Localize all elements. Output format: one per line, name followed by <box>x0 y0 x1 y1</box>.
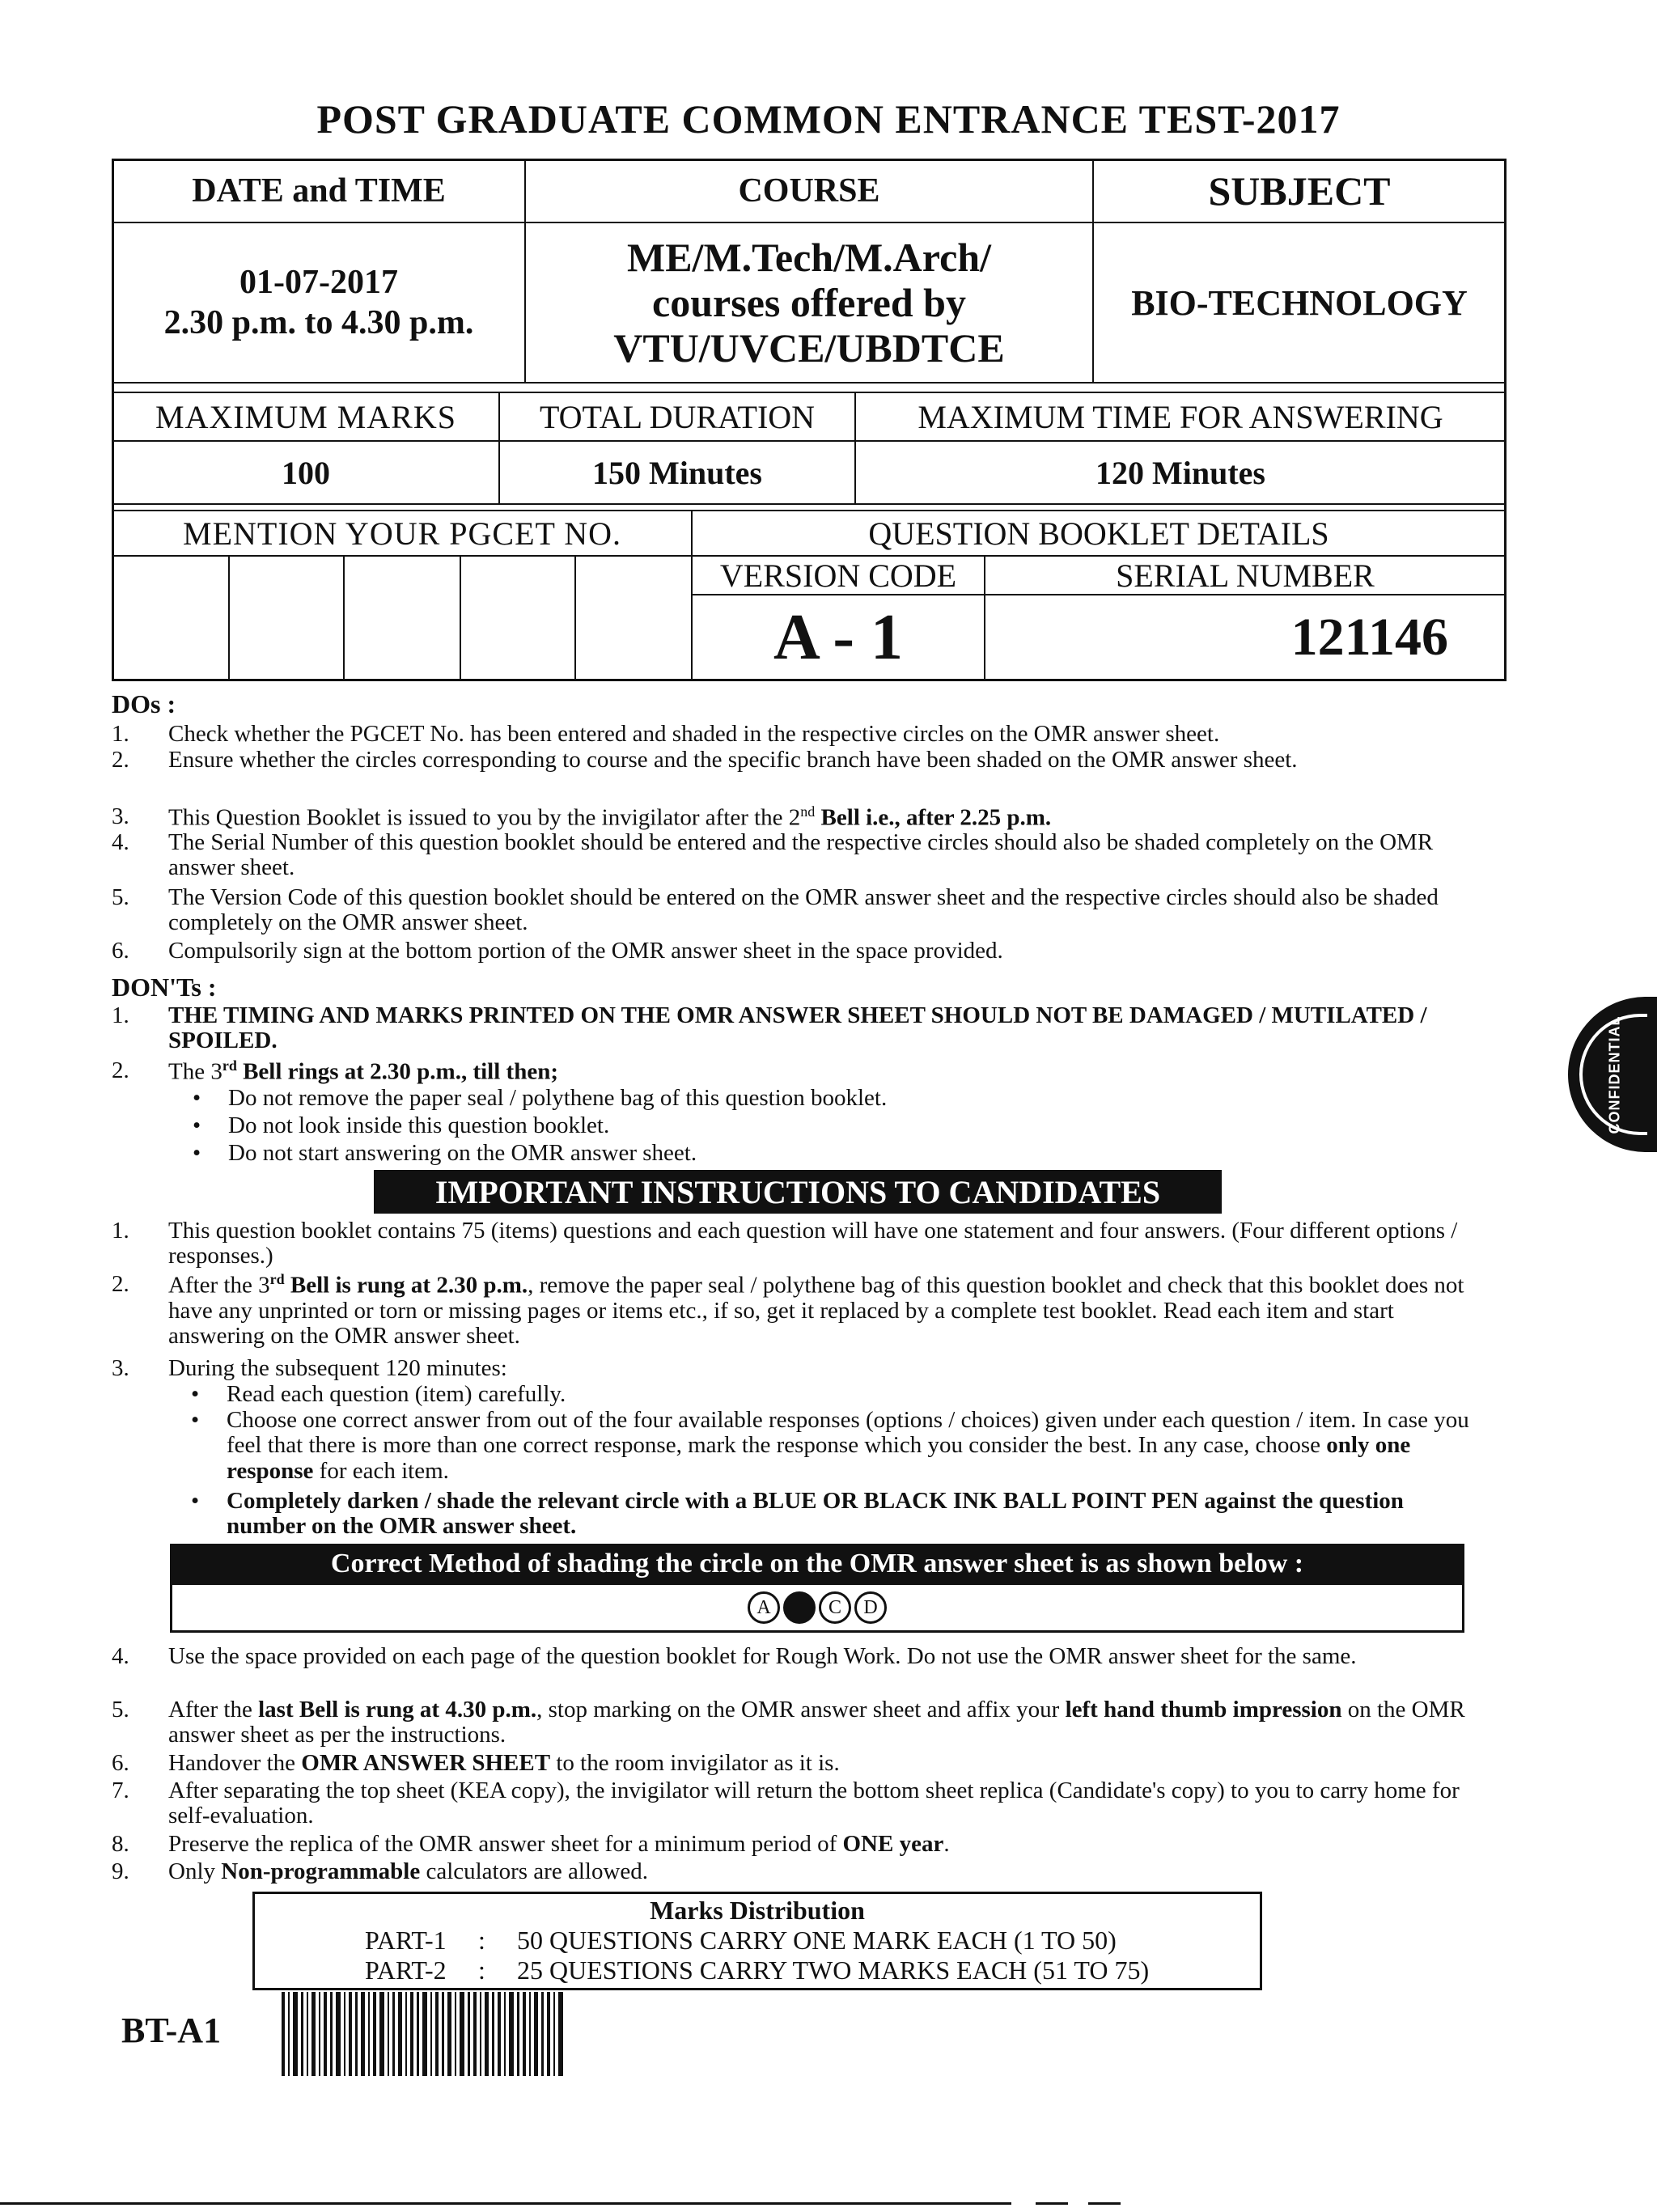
total-duration-value: 150 Minutes <box>498 440 856 505</box>
marks-distribution-box <box>252 1892 1262 1990</box>
marks-row-2: PART-2 : 25 QUESTIONS CARRY TWO MARKS EACH (51 TO 75) <box>365 1955 1150 1985</box>
instruction-8: 8. Preserve the replica of the OMR answer sheet for a minimum period of ONE year. <box>112 1831 950 1857</box>
option-a-circle: A <box>748 1591 780 1624</box>
instruction-2: 2. After the 3rd Bell is rung at 2.30 p.m., remove the paper seal / polythene bag of this question booklet and check that this booklet does not have any unprinted or torn or missing pages or items etc., if so, get it replaced by a complete test booklet. Read each item and start answering on the OMR answer sheet. <box>112 1271 1464 1350</box>
booklet-code: BT-A1 <box>121 2011 222 2050</box>
pgcet-digit-box-4[interactable] <box>460 555 576 681</box>
course-line-2: courses offered by <box>652 280 966 325</box>
pgcet-label: MENTION YOUR PGCET NO. <box>112 510 693 557</box>
dos-item-1: 1. Check whether the PGCET No. has been entered and shaded in the respective circles on the OMR answer sheet. <box>112 721 1220 747</box>
instruction-4: 4. Use the space provided on each page of the question booklet for Rough Work. Do not use the OMR answer sheet for the same. <box>112 1643 1357 1669</box>
max-marks-header: MAXIMUM MARKS <box>112 392 500 442</box>
version-code-label: VERSION CODE <box>691 555 985 595</box>
marks-distribution-title: Marks Distribution <box>650 1896 865 1925</box>
course-line-1: ME/M.Tech/M.Arch/ <box>627 235 991 280</box>
max-time-header: MAXIMUM TIME FOR ANSWERING <box>854 392 1507 442</box>
shading-method-banner: Correct Method of shading the circle on the OMR answer sheet is as shown below : <box>170 1544 1464 1584</box>
pgcet-digit-box-3[interactable] <box>343 555 461 681</box>
exam-date: 01-07-2017 <box>239 263 398 301</box>
pgcet-digit-box-5[interactable] <box>574 555 693 681</box>
page-title: POST GRADUATE COMMON ENTRANCE TEST-2017 <box>316 96 1341 142</box>
serial-number-value: 121146 <box>984 594 1507 681</box>
date-time-value <box>112 222 526 383</box>
instruction-6: 6. Handover the OMR ANSWER SHEET to the room invigilator as it is. <box>112 1750 840 1776</box>
serial-number-label: SERIAL NUMBER <box>984 555 1507 595</box>
instruction-3-bullet-3: • Completely darken / shade the relevant circle with a BLUE OR BLACK INK BALL POINT PEN against the question number on the OMR answer sheet. <box>191 1488 1404 1540</box>
course-value <box>524 222 1094 383</box>
bottom-rule-dash-2 <box>1088 2202 1121 2205</box>
dos-item-6: 6. Compulsorily sign at the bottom portion of the OMR answer sheet in the space provided. <box>112 938 1003 964</box>
instruction-5: 5. After the last Bell is rung at 4.30 p.m., stop marking on the OMR answer sheet and affix your left hand thumb impression on the OMR answer sheet as per the instructions. <box>112 1697 1465 1748</box>
bottom-rule-dash-1 <box>1036 2202 1068 2205</box>
option-b-filled-circle <box>783 1591 816 1624</box>
instruction-9: 9. Only Non-programmable calculators are allowed. <box>112 1858 649 1884</box>
bottom-rule <box>0 2202 1011 2205</box>
barcode-icon <box>282 1992 565 2076</box>
donts-item-2: 2. The 3rd Bell rings at 2.30 p.m., till then; <box>112 1057 558 1085</box>
instruction-3-bullet-2: • Choose one correct answer from out of the four available responses (options / choices) given under each question / item. In case you feel that there is more than one correct response, mark the response which you consider the best. In any case, choose only one response for each item. <box>191 1407 1469 1484</box>
dos-item-3: 3. This Question Booklet is issued to you by the invigilator after the 2nd Bell i.e., after 2.25 p.m. <box>112 803 1052 831</box>
option-c-circle: C <box>819 1591 851 1624</box>
version-code-value: A - 1 <box>691 594 985 681</box>
dos-item-5: 5. The Version Code of this question booklet should be entered on the OMR answer sheet and the respective circles should also be shaded completely on the OMR answer sheet. <box>112 884 1439 936</box>
course-header: COURSE <box>524 159 1094 223</box>
subject-header: SUBJECT <box>1092 159 1507 223</box>
date-time-header: DATE and TIME <box>112 159 526 223</box>
dos-item-4: 4. The Serial Number of this question booklet should be entered and the respective circles should also be shaded completely on the OMR answer sheet. <box>112 829 1434 881</box>
donts-bullet-2: • Do not look inside this question booklet. <box>193 1112 610 1138</box>
pgcet-digit-box-2[interactable] <box>228 555 345 681</box>
instructions-banner: IMPORTANT INSTRUCTIONS TO CANDIDATES <box>374 1170 1222 1214</box>
booklet-details-label: QUESTION BOOKLET DETAILS <box>691 510 1507 557</box>
confidential-seal-icon <box>1568 997 1657 1152</box>
shading-example-box <box>170 1583 1464 1633</box>
marks-row-1: PART-1 : 50 QUESTIONS CARRY ONE MARK EACH (1 TO 50) <box>365 1926 1117 1955</box>
subject-value: BIO-TECHNOLOGY <box>1092 222 1507 383</box>
option-d-circle: D <box>854 1591 887 1624</box>
course-line-3: VTU/UVCE/UBDTCE <box>613 325 1005 371</box>
total-duration-header: TOTAL DURATION <box>498 392 856 442</box>
instruction-7: 7. After separating the top sheet (KEA copy), the invigilator will return the bottom sheet replica (Candidate's copy) to you to carry home for self-evaluation. <box>112 1778 1460 1829</box>
dos-heading: DOs : <box>112 689 176 718</box>
donts-bullet-1: • Do not remove the paper seal / polythene bag of this question booklet. <box>193 1085 888 1111</box>
donts-heading: DON'Ts : <box>112 973 217 1002</box>
donts-bullet-3: • Do not start answering on the OMR answer sheet. <box>193 1140 697 1166</box>
dos-item-2: 2. Ensure whether the circles corresponding to course and the specific branch have been shaded on the OMR answer sheet. <box>112 747 1298 773</box>
instruction-1: 1. This question booklet contains 75 (items) questions and each question will have one statement and four answers. (Four different options / responses.) <box>112 1218 1458 1269</box>
instruction-3-bullet-1: • Read each question (item) carefully. <box>191 1381 566 1407</box>
pgcet-digit-box-1[interactable] <box>112 555 230 681</box>
exam-time: 2.30 p.m. to 4.30 p.m. <box>163 304 474 341</box>
max-marks-value: 100 <box>112 440 500 505</box>
seal-text: CONFIDENTIAL <box>1606 1015 1623 1134</box>
donts-item-1: 1. THE TIMING AND MARKS PRINTED ON THE OMR ANSWER SHEET SHOULD NOT BE DAMAGED / MUTILATED / SPOILED. <box>112 1002 1427 1054</box>
instruction-3: 3. During the subsequent 120 minutes: <box>112 1355 507 1381</box>
max-time-value: 120 Minutes <box>854 440 1507 505</box>
